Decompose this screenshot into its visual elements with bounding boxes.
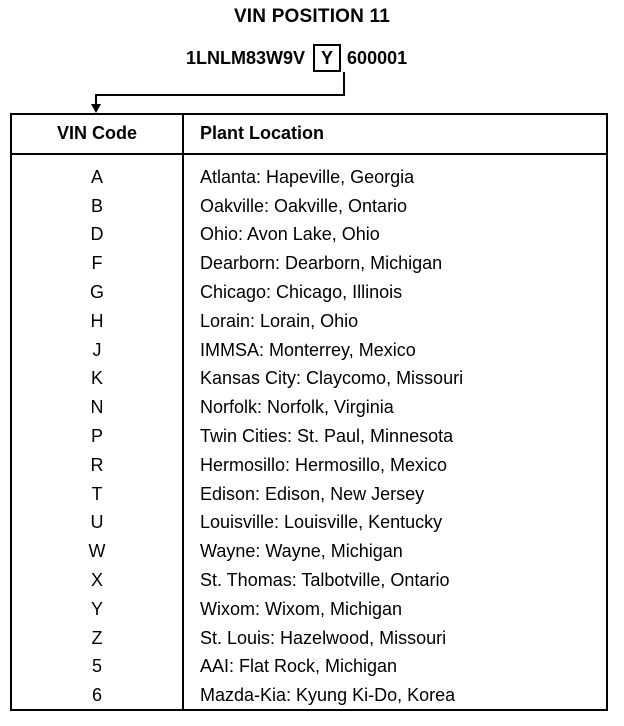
vin-code-cell: R (90, 454, 104, 475)
plant-location-cell: Edison: Edison, New Jersey (200, 483, 425, 504)
vin-code-cell: P (90, 426, 103, 447)
table-row (12, 566, 606, 595)
vin-code-cell: F (91, 253, 103, 274)
plant-location-cell: Mazda-Kia: Kyung Ki-Do, Korea (200, 685, 456, 706)
header-vin-code: VIN Code (56, 123, 137, 143)
vin-prefix: 1LNLM83W9V (186, 47, 306, 68)
vin-code-cell: D (90, 224, 104, 245)
header-plant-location: Plant Location (200, 123, 325, 143)
vin-code-cell: Y (90, 598, 103, 619)
table-row (12, 681, 606, 710)
table-row (12, 595, 606, 624)
plant-location-cell: Wayne: Wayne, Michigan (200, 541, 403, 562)
table-row (12, 365, 606, 394)
vin-code-cell: X (90, 570, 103, 591)
vin-suffix: 600001 (347, 47, 408, 68)
vin-code-cell: Z (91, 627, 103, 648)
vin-code-cell: N (90, 397, 104, 418)
table-row (12, 480, 606, 509)
plant-location-cell: Kansas City: Claycomo, Missouri (200, 368, 464, 389)
vin-code-cell: G (89, 282, 104, 303)
vin-code-cell: 6 (91, 685, 102, 706)
plant-location-cell: Dearborn: Dearborn, Michigan (200, 253, 443, 274)
table-row (12, 624, 606, 653)
plant-location-cell: Twin Cities: St. Paul, Minnesota (200, 426, 454, 447)
table-body (12, 163, 606, 710)
vin-code-cell: K (90, 368, 103, 389)
plant-code-table (10, 113, 608, 711)
plant-location-cell: Hermosillo: Hermosillo, Mexico (200, 454, 448, 475)
vin-code-cell: T (91, 483, 103, 504)
plant-location-cell: St. Louis: Hazelwood, Missouri (200, 627, 447, 648)
plant-location-cell: St. Thomas: Talbotville, Ontario (200, 570, 450, 591)
vin-code-cell: A (90, 166, 103, 187)
vin-code-cell: J (92, 339, 102, 360)
table-row (12, 537, 606, 566)
table-row (12, 163, 606, 192)
table-row (12, 451, 606, 480)
plant-location-cell: Lorain: Lorain, Ohio (200, 310, 359, 331)
table-row (12, 192, 606, 221)
page-title: VIN POSITION 11 (233, 6, 391, 27)
vin-code-cell: H (90, 310, 104, 331)
plant-location-cell: Ohio: Avon Lake, Ohio (200, 224, 380, 245)
table-row (12, 422, 606, 451)
plant-location-cell: Chicago: Chicago, Illinois (200, 282, 403, 303)
vin-code-cell: U (90, 512, 104, 533)
table-row (12, 249, 606, 278)
plant-location-cell: Atlanta: Hapeville, Georgia (200, 166, 415, 187)
header-divider (12, 153, 606, 155)
vin-code-cell: B (90, 195, 103, 216)
table-row (12, 336, 606, 365)
vin-position-11-box: Y (313, 44, 341, 72)
table-row (12, 393, 606, 422)
plant-location-cell: Wixom: Wixom, Michigan (200, 598, 403, 619)
table-row (12, 307, 606, 336)
plant-location-cell: IMMSA: Monterrey, Mexico (200, 339, 416, 360)
plant-location-cell: Norfolk: Norfolk, Virginia (200, 397, 394, 418)
connector-arrow (0, 0, 624, 120)
plant-location-cell: AAI: Flat Rock, Michigan (200, 656, 398, 677)
plant-location-cell: Oakville: Oakville, Ontario (200, 195, 408, 216)
vin-code-cell: 5 (91, 656, 102, 677)
table-row (12, 278, 606, 307)
table-row (12, 653, 606, 682)
vin-code-cell: W (88, 541, 106, 562)
table-row (12, 221, 606, 250)
table-row (12, 509, 606, 538)
plant-location-cell: Louisville: Louisville, Kentucky (200, 512, 443, 533)
